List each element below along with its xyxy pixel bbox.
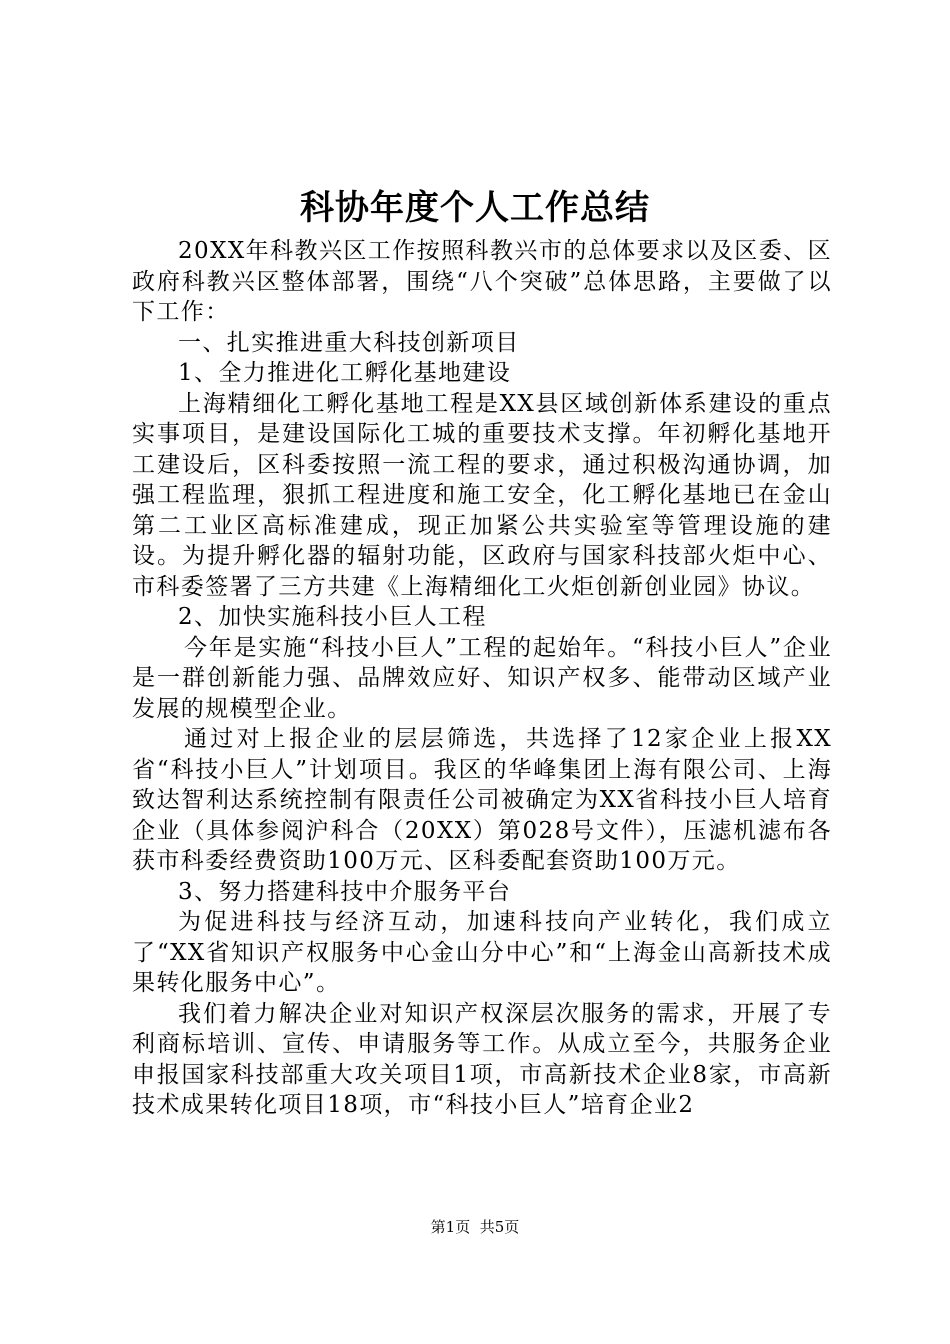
paragraph-intro: 20XX年科教兴区工作按照科教兴市的总体要求以及区委、区政府科教兴区整体部署，围绕“八个突破”总体思路，主要做了以下工作： [132,238,832,325]
subsection-heading-3: 3、努力搭建科技中介服务平台 [178,878,512,905]
paragraph-ip-services: 我们着力解决企业对知识产权深层次服务的需求，开展了专利商标培训、宣传、申请服务等工作。从成立至今，共服务企业申报国家科技部重大攻关项目1项，市高新技术企业8家，市高新技术成果转化项目18项，市“科技小巨人”培育企业2 [132,1000,832,1118]
paragraph-little-giant-selection: 通过对上报企业的层层筛选，共选择了12家企业上报XX省“科技小巨人”计划项目。我区的华峰集团上海有限公司、上海致达智利达系统控制有限责任公司被确定为XX省科技小巨人培育企业（具体参阅沪科合（20XX）第028号文件），压滤机滤布各获市科委经费资助100万元、区科委配套资助100万元。 [132,726,832,874]
page-number: 第1页 [430,1218,471,1236]
section-heading-1: 一、扎实推进重大科技创新项目 [178,329,520,356]
paragraph-service-centers: 为促进科技与经济互动，加速科技向产业转化，我们成立了“XX省知识产权服务中心金山分中心”和“上海金山高新技术成果转化服务中心”。 [132,909,832,996]
document-title: 科协年度个人工作总结 [300,188,650,228]
subsection-heading-2: 2、加快实施科技小巨人工程 [178,604,487,630]
paragraph-little-giant-intro: 今年是实施“科技小巨人”工程的起始年。“科技小巨人”企业是一群创新能力强、品牌效应好、知识产权多、能带动区域产业发展的规模型企业。 [132,634,832,722]
paragraph-incubator: 上海精细化工孵化基地工程是XX县区域创新体系建设的重点实事项目，是建设国际化工城的重要技术支撑。年初孵化基地开工建设后，区科委按照一流工程的要求，通过积极沟通协调，加强工程监理，狠抓工程进度和施工安全，化工孵化基地已在金山第二工业区高标准建成，现正加紧公共实验室等管理设施的建设。为提升孵化器的辐射功能，区政府与国家科技部火炬中心、市科委签署了三方共建《上海精细化工火炬创新创业园》协议。 [132,390,832,600]
subsection-heading-1: 1、全力推进化工孵化基地建设 [178,360,512,386]
page-total: 共5页 [479,1218,520,1236]
document-body [132,236,832,1121]
page-footer [0,1217,950,1237]
